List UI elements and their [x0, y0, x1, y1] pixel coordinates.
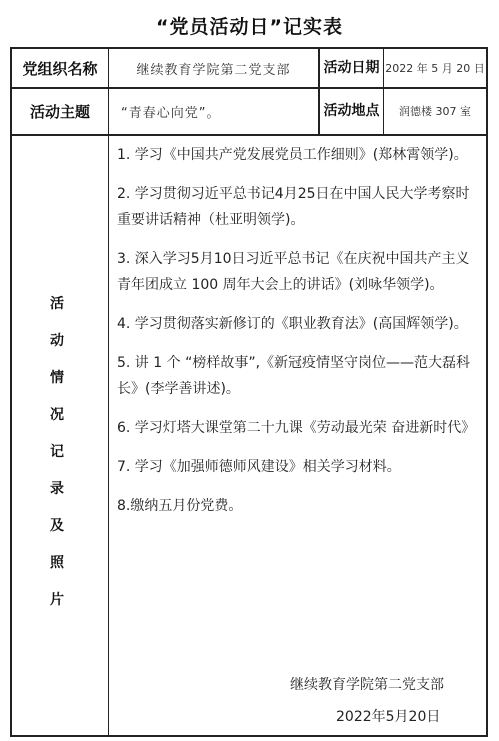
- section-label-char: 记: [50, 444, 64, 460]
- section-label-char: 照: [50, 555, 64, 571]
- activity-item: 5. 讲 1 个 “榜样故事”,《新冠疫情坚守岗位——范大磊科长》(李学善讲述)。: [117, 355, 471, 397]
- activity-item: 1. 学习《中国共产党发展党员工作细则》(郑林霄领学)。: [117, 147, 468, 163]
- signature-date: 2022年5月20日: [336, 709, 441, 725]
- org-name-value: 继续教育学院第二党支部: [136, 62, 291, 78]
- section-label-char: 录: [50, 481, 64, 497]
- activity-item: 6. 学习灯塔大课堂第二十九课《劳动最光荣 奋进新时代》: [117, 420, 476, 436]
- row-divider: [10, 134, 488, 136]
- activity-item: 2. 学习贯彻习近平总书记4月25日在中国人民大学考察时重要讲话精神（杜亚明领学)。: [117, 186, 470, 228]
- signature-org: 继续教育学院第二党支部: [290, 677, 444, 693]
- activity-item: 7. 学习《加强师德师风建设》相关学习材料。: [117, 459, 401, 475]
- section-label-char: 动: [50, 333, 64, 349]
- activity-items: [117, 142, 479, 532]
- section-label-char: 片: [50, 592, 64, 608]
- activity-item: 4. 学习贯彻落实新修订的《职业教育法》(高国辉领学)。: [117, 316, 468, 332]
- activity-record-label: [13, 286, 101, 619]
- theme-value: “青春心向党”。: [121, 105, 221, 121]
- column-divider: [108, 49, 109, 735]
- section-label-char: 况: [50, 407, 64, 423]
- section-label-char: 情: [50, 370, 64, 386]
- date-value: 2022 年 5 月 20 日: [385, 62, 485, 75]
- page-title: “党员活动日”记实表: [156, 16, 343, 38]
- place-value: 润德楼 307 室: [399, 105, 471, 118]
- section-label-char: 活: [50, 296, 64, 312]
- place-label: 活动地点: [323, 102, 380, 119]
- theme-label: 活动主题: [29, 102, 90, 121]
- section-label-char: 及: [50, 518, 64, 534]
- org-name-label: 党组织名称: [22, 59, 98, 78]
- activity-item: 8.缴纳五月份党费。: [117, 498, 243, 514]
- activity-item: 3. 深入学习5月10日习近平总书记《在庆祝中国共产主义青年团成立 100 周年大会上的讲话》(刘咏华领学)。: [117, 251, 470, 293]
- date-label: 活动日期: [323, 59, 380, 76]
